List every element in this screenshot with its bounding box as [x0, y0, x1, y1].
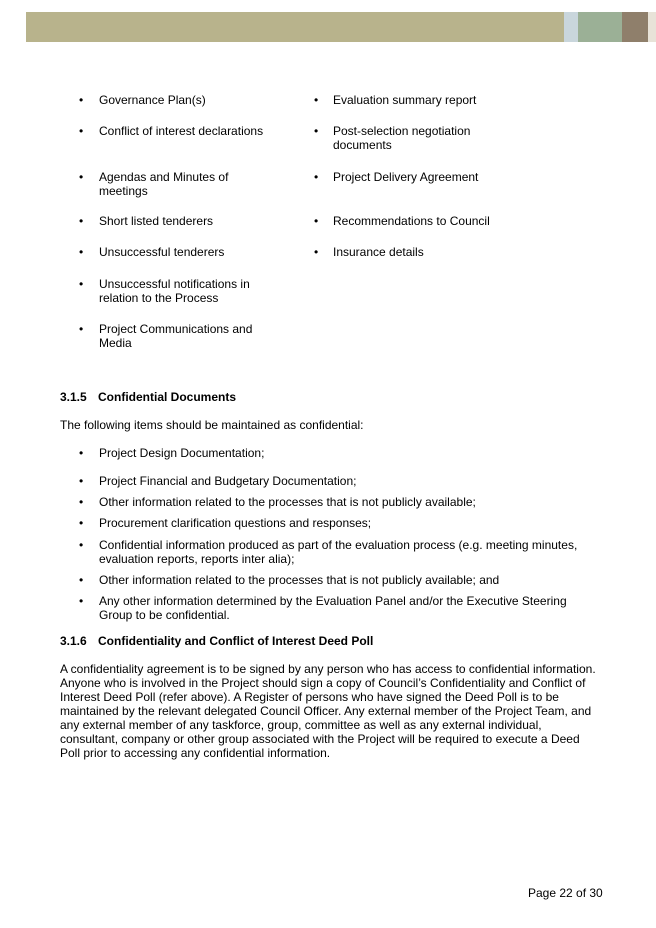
bullet-icon: •	[314, 93, 319, 107]
list-item: Procurement clarification questions and responses;	[99, 516, 372, 530]
header-band-green	[578, 12, 622, 42]
section-title: Confidential Documents	[98, 390, 237, 404]
list-item: Insurance details	[333, 245, 424, 259]
bullet-icon: •	[314, 170, 319, 184]
section-heading-3-1-6	[60, 634, 373, 648]
list-item: Conflict of interest declarations	[99, 124, 264, 138]
list-item: Short listed tenderers	[99, 214, 214, 228]
bullet-icon: •	[79, 516, 84, 530]
bullet-icon: •	[79, 538, 84, 552]
list-item: Project Communications and Media	[99, 322, 253, 350]
bullet-icon: •	[79, 474, 84, 488]
bullet-icon: •	[79, 594, 84, 608]
bullet-icon: •	[79, 277, 84, 291]
list-item: Unsuccessful tenderers	[99, 245, 225, 259]
bullet-icon: •	[314, 124, 319, 138]
list-item: Confidential information produced as part of the evaluation process (e.g. meeting minutes, evaluation reports, reports inter alia);	[99, 538, 578, 566]
list-item: Recommendations to Council	[333, 214, 490, 228]
bullet-icon: •	[314, 214, 319, 228]
section-heading-3-1-5	[60, 390, 236, 404]
bullet-icon: •	[79, 214, 84, 228]
section-number: 3.1.5	[60, 390, 87, 404]
bullet-icon: •	[79, 124, 84, 138]
header-band	[26, 12, 656, 42]
bullet-icon: •	[79, 322, 84, 336]
list-item: Unsuccessful notifications in relation to the Process	[99, 277, 250, 305]
list-item: Any other information determined by the Evaluation Panel and/or the Executive Steering Group to be confidential.	[99, 594, 567, 622]
header-band-main	[26, 12, 564, 42]
bullet-icon: •	[79, 446, 84, 460]
bullet-icon: •	[79, 573, 84, 587]
list-item: Other information related to the processes that is not publicly available; and	[99, 573, 500, 587]
bullet-icon: •	[79, 495, 84, 509]
bullet-icon: •	[79, 245, 84, 259]
bullet-icon: •	[79, 93, 84, 107]
list-item: Project Design Documentation;	[99, 446, 265, 460]
section-title: Confidentiality and Conflict of Interest Deed Poll	[98, 634, 374, 648]
section-number: 3.1.6	[60, 634, 87, 648]
page-number: Page 22 of 30	[528, 886, 603, 900]
list-item: Project Delivery Agreement	[333, 170, 479, 184]
list-item: Agendas and Minutes of meetings	[99, 170, 229, 198]
header-band-brown	[622, 12, 648, 42]
bullet-icon: •	[314, 245, 319, 259]
list-item: Other information related to the processes that is not publicly available;	[99, 495, 476, 509]
list-item: Post-selection negotiation documents	[333, 124, 471, 152]
list-item: Project Financial and Budgetary Documentation;	[99, 474, 357, 488]
list-item: Evaluation summary report	[333, 93, 477, 107]
list-item: Governance Plan(s)	[99, 93, 206, 107]
header-band-light-blue	[564, 12, 578, 42]
header-band-cream	[648, 12, 656, 42]
section-intro: The following items should be maintained as confidential:	[60, 418, 364, 432]
bullet-icon: •	[79, 170, 84, 184]
section-paragraph: A confidentiality agreement is to be signed by any person who has access to confidential information. Anyone who is involved in the Project should sign a copy of Council’s Confidentiality and Conflict of Interest Deed Poll (refer above). A Register of persons who have signed the Deed Poll is to be maintained by the relevant delegated Council Officer. Any external member of the Project Team, and any external member of any taskforce, group, committee as well as any external individual, consultant, company or other group associated with the Project will be required to execute a Deed Poll prior to accessing any confidential information.	[60, 662, 596, 760]
